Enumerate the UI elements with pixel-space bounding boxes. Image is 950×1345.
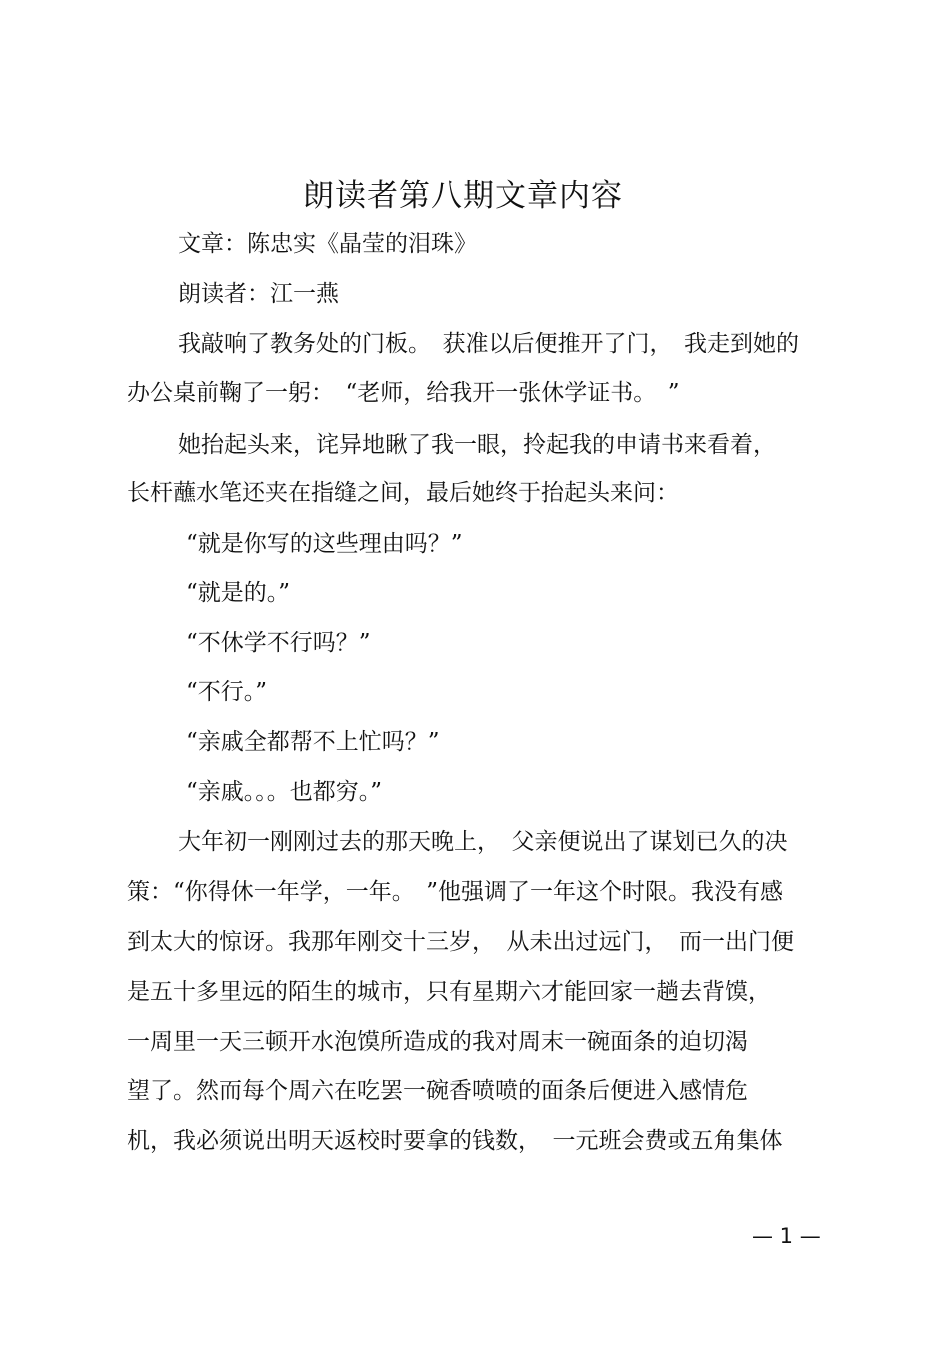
paragraph-line: 大年初一刚刚过去的那天晚上， 父亲便说出了谋划已久的决	[178, 829, 788, 855]
paragraph-line: 是五十多里远的陌生的城市，只有星期六才能回家一趟去背馍，	[127, 979, 771, 1005]
dialogue-line: “亲戚全都帮不上忙吗？”	[186, 729, 440, 755]
page-number: — 1 —	[752, 1224, 821, 1248]
dialogue-line: “不休学不行吗？”	[186, 630, 371, 656]
paragraph-line: 机，我必须说出明天返校时要拿的钱数， 一元班会费或五角集体	[127, 1128, 783, 1154]
dialogue-line: “就是你写的这些理由吗？”	[186, 531, 463, 557]
article-title: 朗读者第八期文章内容	[303, 178, 623, 214]
paragraph-line: 办公桌前鞠了一躬： “老师，给我开一张休学证书。 ”	[127, 380, 680, 406]
paragraph-line: 望了。然而每个周六在吃罢一碗香喷喷的面条后便进入感情危	[127, 1078, 748, 1104]
reader-line: 朗读者：江一燕	[178, 281, 339, 307]
dialogue-line: “就是的。”	[186, 580, 291, 606]
dialogue-line: “不行。”	[186, 679, 268, 705]
paragraph-line: 策：“你得休一年学，一年。 ”他强调了一年这个时限。我没有感	[127, 879, 784, 905]
paragraph-line: 她抬起头来，诧异地瞅了我一眼，拎起我的申请书来看着，	[178, 432, 776, 458]
paragraph-line: 长杆蘸水笔还夹在指缝之间，最后她终于抬起头来问：	[127, 480, 679, 506]
paragraph-line: 到太大的惊讶。我那年刚交十三岁， 从未出过远门， 而一出门便	[127, 929, 794, 955]
dialogue-line: “亲戚。。。也都穷。”	[186, 779, 383, 805]
paragraph-line: 我敲响了教务处的门板。 获准以后便推开了门， 我走到她的	[178, 331, 799, 357]
paragraph-line: 一周里一天三顿开水泡馍所造成的我对周末一碗面条的迫切渴	[127, 1029, 748, 1055]
article-source-line: 文章：陈忠实《晶莹的泪珠》	[178, 231, 477, 257]
